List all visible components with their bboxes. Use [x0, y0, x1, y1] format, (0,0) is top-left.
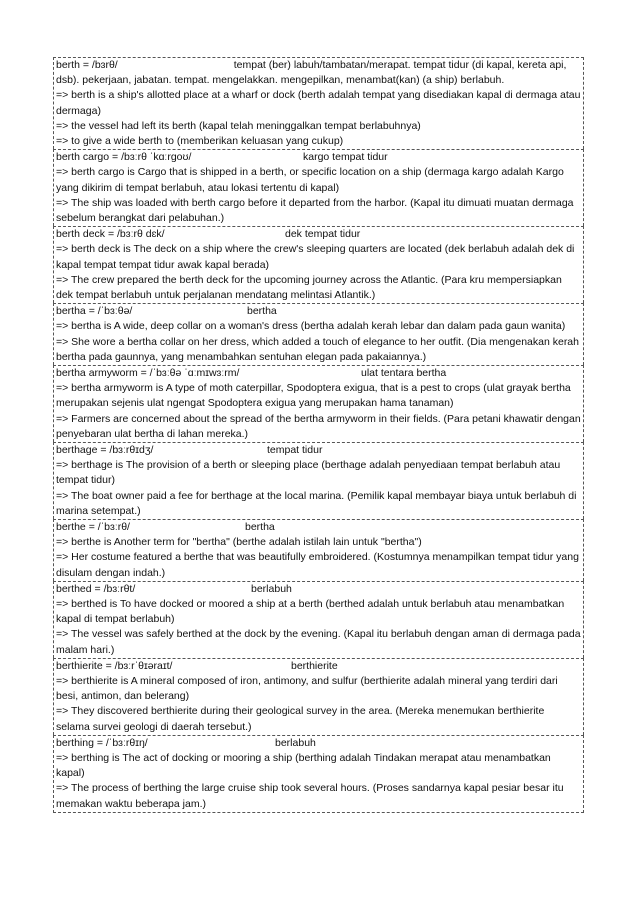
entry-translation: kargo tempat tidur — [303, 151, 388, 164]
entry-translation: tempat (ber) labuh/tambatan/merapat. tempat tidur (di kapal, kereta api, dsb). pekerjaan, jabatan. tempat. mengelakkan. mengepilkan, menambat(kan) (a ship) berlabuh. — [56, 59, 567, 87]
entry-berth-cargo — [53, 149, 584, 226]
entry-definition: => berth cargo is Cargo that is shipped in a berth, or specific location on a ship (dermaga kargo adalah Kargo yang dikirim di tempat berlabuh, atau lokasi tertentu di kapal) — [56, 166, 564, 194]
entry-term: bertha = /ˈbɜːθə/ — [56, 305, 133, 318]
entry-berthed — [53, 581, 584, 658]
entry-bertha — [53, 303, 584, 365]
entry-definition: => bertha armyworm is A type of moth caterpillar, Spodoptera exigua, that is a pest to crops (ulat grayak bertha merupakan sejenis ulat ngengat Spodoptera exigua yang merupakan hama tanaman) — [56, 382, 571, 410]
entry-term: bertha armyworm = /ˈbɜːθə ˈɑːmɪwɜːrm/ — [56, 367, 240, 380]
entry-definition: => berth is a ship's allotted place at a wharf or dock (berth adalah tempat yang disediakan kapal di dermaga atau dermaga) — [56, 89, 581, 117]
entry-term: berth = /bɜrθ/ — [56, 59, 118, 71]
entry-example: => The process of berthing the large cruise ship took several hours. (Proses sandarnya kapal pesiar besar itu memakan waktu beberapa jam.) — [56, 782, 564, 810]
entry-term: berth cargo = /bɜːrθ ˈkɑːrɡoʊ/ — [56, 151, 192, 164]
dictionary-table — [53, 57, 584, 813]
entry-translation: tempat tidur — [267, 444, 323, 457]
entry-translation: bertha — [247, 305, 277, 318]
entry-definition: => berth deck is The deck on a ship where the crew's sleeping quarters are located (dek berlabuh adalah dek di kapal tempat tempat tidur awak kapal berada) — [56, 243, 575, 271]
entry-example: => The boat owner paid a fee for berthage at the local marina. (Pemilik kapal membayar biaya untuk berlabuh di marina setempat.) — [56, 489, 577, 517]
entry-berth-deck — [53, 226, 584, 303]
entry-berthage — [53, 442, 584, 519]
entry-definition: => berthage is The provision of a berth or sleeping place (berthage adalah penyediaan tempat berlabuh atau tempat tidur) — [56, 459, 561, 487]
entry-example: => She wore a bertha collar on her dress, which added a touch of elegance to her outfit. (Dia mengenakan kerah bertha pada gaunnya, yang menambahkan sentuhan elegan pada pakaiannya.) — [56, 335, 579, 363]
entry-bertha-armyworm — [53, 365, 584, 442]
entry-definition: => berthed is To have docked or moored a ship at a berth (berthed adalah untuk berlabuh atau menambatkan kapal di tempat berlabuh) — [56, 598, 565, 626]
entry-example: => the vessel had left its berth (kapal telah meninggalkan tempat berlabuhnya) — [56, 119, 421, 132]
entry-definition: => berthing is The act of docking or mooring a ship (berthing adalah Tindakan merapat atau menambatkan kapal) — [56, 752, 551, 780]
entry-example: => They discovered berthierite during their geological survey in the area. (Mereka menemukan berthierite selama survei geologi di daerah tersebut.) — [56, 705, 545, 733]
entry-term: berth deck = /bɜːrθ dɛk/ — [56, 228, 165, 241]
entry-term: berthing = /ˈbɜːrθɪŋ/ — [56, 736, 148, 749]
entry-definition: => berthierite is A mineral composed of iron, antimony, and sulfur (berthierite adalah mineral yang terdiri dari besi, antimon, dan belerang) — [56, 675, 558, 703]
entry-translation: bertha — [245, 521, 275, 534]
entry-term: berthage = /bɜːrθɪdʒ/ — [56, 444, 154, 457]
entry-translation: berlabuh — [251, 582, 292, 595]
entry-example: => to give a wide berth to (memberikan keluasan yang cukup) — [56, 135, 344, 148]
entry-berthierite — [53, 658, 584, 735]
entry-term: berthed = /bɜːrθt/ — [56, 582, 136, 595]
entry-translation: berthierite — [291, 659, 338, 672]
entry-term: berthe = /ˈbɜːrθ/ — [56, 521, 130, 534]
entry-translation: ulat tentara bertha — [361, 367, 447, 380]
entry-example: => The vessel was safely berthed at the dock by the evening. (Kapal itu berlabuh dengan aman di dermaga pada malam hari.) — [56, 628, 581, 656]
entry-definition: => bertha is A wide, deep collar on a woman's dress (bertha adalah kerah lebar dan dalam pada gaun wanita) — [56, 320, 566, 333]
entry-translation: berlabuh — [275, 736, 316, 749]
entry-example: => Farmers are concerned about the spread of the bertha armyworm in their fields. (Para petani khawatir dengan penyebaran ulat bertha di lahan mereka.) — [56, 412, 581, 440]
entry-berthing — [53, 735, 584, 813]
entry-berth — [53, 57, 584, 149]
entry-example: => Her costume featured a berthe that was beautifully embroidered. (Kostumnya menampilkan tempat tidur yang disulam dengan indah.) — [56, 551, 579, 579]
entry-translation: dek tempat tidur — [285, 228, 361, 241]
entry-example: => The ship was loaded with berth cargo before it departed from the harbor. (Kapal itu dimuati muatan dermaga sebelum berangkat dari pelabuhan.) — [56, 196, 574, 225]
entry-term: berthierite = /bɜːrˈθɪəraɪt/ — [56, 659, 173, 672]
entry-definition: => berthe is Another term for "bertha" (berthe adalah istilah lain untuk "bertha") — [56, 536, 422, 549]
entry-berthe — [53, 519, 584, 581]
entry-example: => The crew prepared the berth deck for the upcoming journey across the Atlantic. (Para kru mempersiapkan dek tempat berlabuh untuk perjalanan mendatang melintasi Atlantik.) — [56, 273, 562, 302]
